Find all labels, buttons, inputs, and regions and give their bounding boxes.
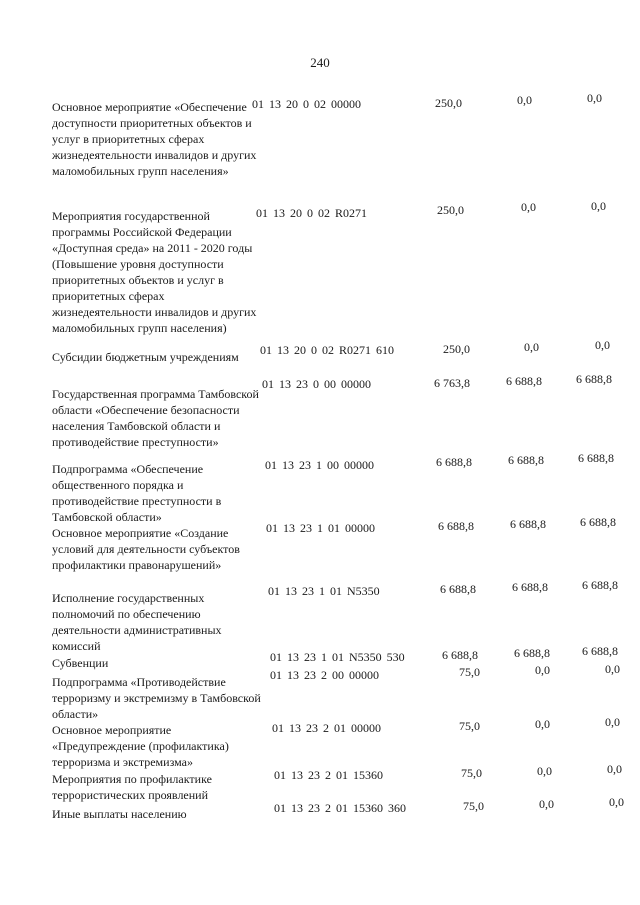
row-value-2: 0,0 <box>539 797 554 811</box>
row-value-2: 0,0 <box>521 200 536 214</box>
row-value-2: 6 688,8 <box>508 453 544 467</box>
row-code: 01 13 20 0 02 R0271 <box>256 206 368 220</box>
row-value-3: 0,0 <box>595 338 610 352</box>
row-code: 01 13 20 0 02 R0271 610 <box>260 343 395 357</box>
row-code: 01 13 23 1 01 N5350 <box>268 584 380 598</box>
row-code: 01 13 23 1 01 00000 <box>266 521 375 535</box>
row-value-3: 6 688,8 <box>582 644 618 658</box>
row-code: 01 13 23 0 00 00000 <box>262 377 371 391</box>
row-value-1: 250,0 <box>437 203 464 217</box>
row-value-1: 6 688,8 <box>442 648 478 662</box>
row-value-1: 250,0 <box>443 342 470 356</box>
row-value-2: 0,0 <box>535 717 550 731</box>
row-name: Субвенции <box>52 656 109 670</box>
row-name: Подпрограмма «Противодействие терроризму и экстремизму в Тамбовской области» <box>52 675 261 721</box>
row-value-2: 6 688,8 <box>506 374 542 388</box>
row-name: Основное мероприятие «Создание условий для деятельности субъектов профилактики правонарушений» <box>52 526 240 572</box>
row-value-3: 0,0 <box>591 199 606 213</box>
row-code: 01 13 23 2 01 00000 <box>272 721 381 735</box>
row-value-3: 0,0 <box>609 795 624 809</box>
row-name: Исполнение государственных полномочий по обеспечению деятельности административных комиссий <box>52 591 222 653</box>
row-code: 01 13 23 1 00 00000 <box>265 458 374 472</box>
row-name: Субсидии бюджетным учреждениям <box>52 350 239 364</box>
row-value-2: 6 688,8 <box>510 517 546 531</box>
row-code: 01 13 23 1 01 N5350 530 <box>270 650 405 664</box>
row-name: Основное мероприятие «Предупреждение (профилактика) терроризма и экстремизма» <box>52 723 229 769</box>
row-value-3: 6 688,8 <box>582 578 618 592</box>
row-value-1: 6 688,8 <box>436 455 472 469</box>
row-value-1: 75,0 <box>463 799 484 813</box>
row-code: 01 13 23 2 01 15360 360 <box>274 801 406 815</box>
row-value-2: 0,0 <box>537 764 552 778</box>
row-code: 01 13 23 2 01 15360 <box>274 768 383 782</box>
row-value-2: 0,0 <box>535 663 550 677</box>
row-value-3: 6 688,8 <box>576 372 612 386</box>
row-value-3: 6 688,8 <box>580 515 616 529</box>
row-value-3: 0,0 <box>605 662 620 676</box>
row-name: Основное мероприятие «Обеспечение доступности приоритетных объектов и услуг в приоритетных сферах жизнедеятельности инвалидов и других маломобильных групп населения» <box>52 100 257 178</box>
row-name: Подпрограмма «Обеспечение общественного порядка и противодействие преступности в Тамбовской области» <box>52 462 222 524</box>
row-value-1: 75,0 <box>459 719 480 733</box>
row-value-1: 6 688,8 <box>438 519 474 533</box>
row-name: Иные выплаты населению <box>52 807 187 821</box>
row-value-3: 0,0 <box>607 762 622 776</box>
row-value-3: 0,0 <box>605 715 620 729</box>
row-value-1: 6 688,8 <box>440 582 476 596</box>
row-code: 01 13 23 2 00 00000 <box>270 668 379 682</box>
row-value-1: 75,0 <box>461 766 482 780</box>
row-value-2: 6 688,8 <box>514 646 550 660</box>
row-name: Мероприятия государственной программы Российской Федерации «Доступная среда» на 2011 - 2020 годы (Повышение уровня доступности приоритетных объектов и услуг в приоритетных сферах жизнедеятельности инвалидов и других маломобильных групп населения) <box>52 209 257 335</box>
row-value-2: 0,0 <box>524 340 539 354</box>
row-value-1: 75,0 <box>459 665 480 679</box>
row-name: Государственная программа Тамбовской области «Обеспечение безопасности населения Тамбовской области и противодействие преступности» <box>52 387 259 449</box>
row-value-1: 6 763,8 <box>434 376 470 390</box>
row-value-2: 6 688,8 <box>512 580 548 594</box>
page-number: 240 <box>310 55 330 70</box>
row-value-1: 250,0 <box>435 96 462 110</box>
row-value-3: 6 688,8 <box>578 451 614 465</box>
row-name: Мероприятия по профилактике террористических проявлений <box>52 772 212 802</box>
row-value-2: 0,0 <box>517 93 532 107</box>
row-code: 01 13 20 0 02 00000 <box>252 97 361 111</box>
row-value-3: 0,0 <box>587 91 602 105</box>
